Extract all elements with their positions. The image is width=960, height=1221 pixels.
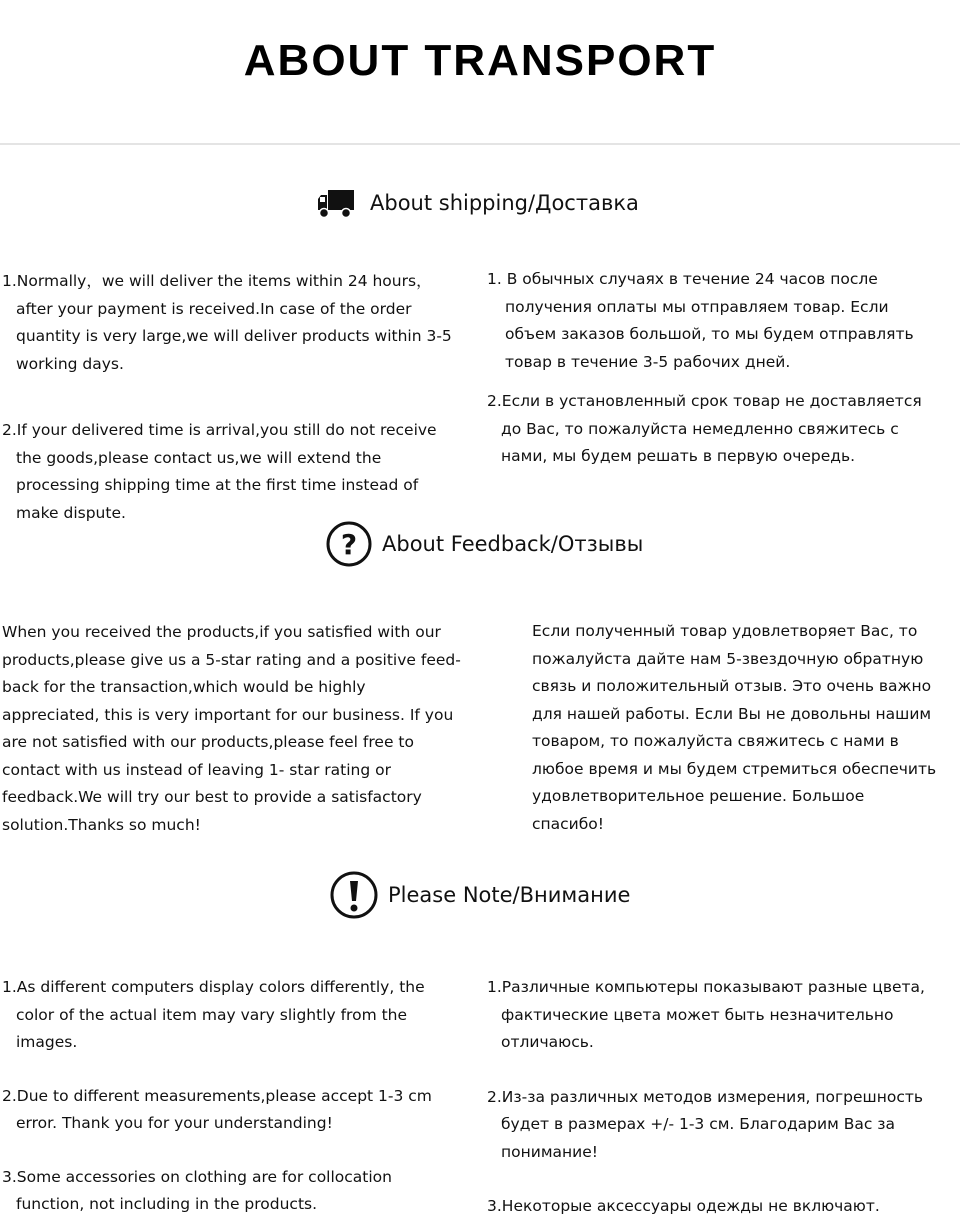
shipping-en-item: 1.Normally，we will deliver the items within 24 hours，after your payment is received.In case of the order quantity is very large,we will deliver products within 3-5 working days. (2, 272, 452, 373)
shipping-ru-item: 1. В обычных случаях в течение 24 часов после получения оплаты мы отправляем товар. Если объем заказов большой, то мы будем отправлять товар в течение 3-5 рабочих дней. (487, 270, 914, 371)
svg-text:?: ? (340, 528, 358, 561)
note-ru-item: 1.Различные компьютеры показывают разные цвета, фактические цвета может быть незначительно отличаюсь. (487, 978, 925, 1051)
feedback-heading (325, 518, 643, 570)
note-heading-label: Please Note/Внимание (388, 883, 631, 907)
note-ru-item: 3.Некоторые аксессуары одежды не включают. (487, 1197, 880, 1215)
shipping-heading (317, 184, 639, 222)
header-divider (0, 143, 960, 145)
feedback-heading-label: About Feedback/Отзывы (382, 532, 644, 556)
truck-icon (317, 187, 355, 219)
note-ru-item: 2.Из-за различных методов измерения, погрешность будет в размерах +/- 1-3 см. Благодарим Вас за понимание! (487, 1087, 924, 1161)
note-ru-column (487, 974, 960, 1221)
shipping-ru-item: 2.Если в установленный срок товар не доставляется до Вас, то пожалуйста немедленно свяжитесь с нами, мы будем решать в первую очередь. (487, 392, 922, 465)
note-en-item: 1.As different computers display colors differently, the color of the actual item may vary slightly from the images. (2, 978, 425, 1051)
note-en-column (2, 974, 464, 1219)
note-heading (329, 869, 630, 921)
shipping-heading-label: About shipping/Доставка (370, 191, 639, 215)
feedback-en-text: When you received the products,if you satisfied with our products,please give us a 5-star rating and a positive feed-back for the transaction,which would be highly appreciated, this is very important for our business. If you are not satisfied with our products,please feel free to contact with us instead of leaving 1- star rating or feedback.We will try our best to provide a satisfactory solution.Thanks so much! (2, 623, 461, 834)
shipping-en-item: 2.If your delivered time is arrival,you still do not receive the goods,please contact us,we will extend the processing shipping time at the first time instead of make dispute. (2, 421, 437, 522)
feedback-ru-text: Если полученный товар удовлетворяет Вас, то пожалуйста дайте нам 5-звездочную обратную связь и положительный отзыв. Это очень важно для нашей работы. Если Вы не довольны нашим товаром, то пожалуйста свяжитесь с нами в любое время и мы будем стремиться обеспечить удовлетворительное решение. Большое спасибо! (532, 622, 937, 833)
note-en-item: 2.Due to different measurements,please accept 1-3 cm error. Thank you for your understanding! (2, 1086, 432, 1132)
note-en-item: 3.Some accessories on clothing are for collocation function, not including in the products. (2, 1167, 392, 1213)
page-title: ABOUT TRANSPORT (243, 36, 717, 85)
exclamation-icon (329, 870, 379, 920)
shipping-ru-column (487, 266, 937, 471)
question-icon (325, 520, 373, 568)
shipping-en-column (2, 268, 464, 527)
